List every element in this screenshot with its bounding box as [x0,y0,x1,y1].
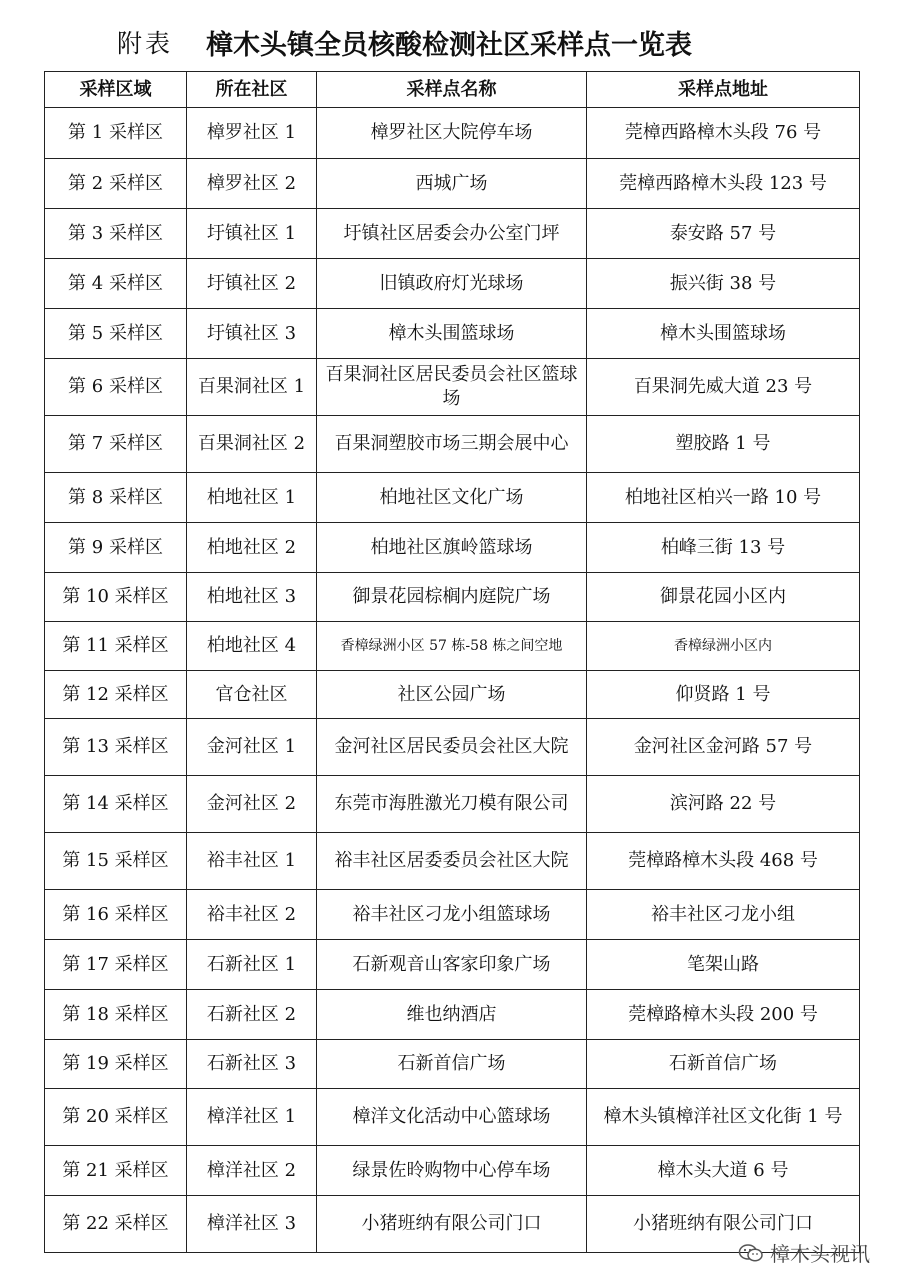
table-row [45,108,860,159]
cell-community: 金河社区 1 [187,719,317,776]
cell-community: 樟罗社区 2 [187,159,317,209]
cell-site-address: 金河社区金河路 57 号 [587,719,860,776]
header-cell: 采样点名称 [317,72,587,108]
cell-site-address: 笔架山路 [587,940,860,990]
cell-sampling-area: 第 20 采样区 [45,1089,187,1146]
cell-site-name: 御景花园棕榈内庭院广场 [317,573,587,622]
cell-site-address: 莞樟西路樟木头段 76 号 [587,108,860,159]
page-title [0,22,898,62]
cell-community: 圩镇社区 1 [187,209,317,259]
header-cell: 采样区域 [45,72,187,108]
cell-sampling-area: 第 5 采样区 [45,309,187,359]
cell-site-name: 小猪班纳有限公司门口 [317,1196,587,1253]
cell-community: 裕丰社区 2 [187,890,317,940]
table-row [45,890,860,940]
cell-site-address: 裕丰社区刁龙小组 [587,890,860,940]
watermark [738,1238,870,1267]
cell-site-name: 石新首信广场 [317,1040,587,1089]
cell-site-address: 塑胶路 1 号 [587,416,860,473]
cell-sampling-area: 第 16 采样区 [45,890,187,940]
cell-site-address: 振兴街 38 号 [587,259,860,309]
cell-sampling-area: 第 6 采样区 [45,359,187,416]
cell-site-name: 樟洋文化活动中心篮球场 [317,1089,587,1146]
table-row [45,622,860,671]
cell-sampling-area: 第 12 采样区 [45,671,187,719]
cell-sampling-area: 第 10 采样区 [45,573,187,622]
table-row [45,940,860,990]
cell-sampling-area: 第 1 采样区 [45,108,187,159]
cell-site-address: 香樟绿洲小区内 [587,622,860,671]
table-row [45,1089,860,1146]
cell-site-address: 百果洞先威大道 23 号 [587,359,860,416]
cell-community: 柏地社区 1 [187,473,317,523]
cell-sampling-area: 第 22 采样区 [45,1196,187,1253]
cell-site-name: 裕丰社区居委委员会社区大院 [317,833,587,890]
cell-community: 樟洋社区 1 [187,1089,317,1146]
cell-community: 官仓社区 [187,671,317,719]
table-row [45,259,860,309]
table-row [45,209,860,259]
cell-site-address: 樟木头镇樟洋社区文化街 1 号 [587,1089,860,1146]
cell-site-name: 百果洞塑胶市场三期会展中心 [317,416,587,473]
cell-community: 石新社区 1 [187,940,317,990]
cell-site-name: 柏地社区文化广场 [317,473,587,523]
title-main: 樟木头镇全员核酸检测社区采样点一览表 [206,29,692,61]
cell-site-address: 石新首信广场 [587,1040,860,1089]
cell-site-address: 莞樟路樟木头段 468 号 [587,833,860,890]
cell-site-name: 金河社区居民委员会社区大院 [317,719,587,776]
cell-site-name: 香樟绿洲小区 57 栋-58 栋之间空地 [317,622,587,671]
table-row [45,833,860,890]
title-prefix: 附表 [117,29,174,58]
table-row [45,416,860,473]
cell-site-name: 樟木头围篮球场 [317,309,587,359]
cell-sampling-area: 第 9 采样区 [45,523,187,573]
cell-site-name: 樟罗社区大院停车场 [317,108,587,159]
table-row [45,159,860,209]
cell-sampling-area: 第 2 采样区 [45,159,187,209]
table-row [45,309,860,359]
table-row [45,573,860,622]
cell-sampling-area: 第 14 采样区 [45,776,187,833]
table-row [45,719,860,776]
cell-community: 樟洋社区 2 [187,1146,317,1196]
cell-site-address: 御景花园小区内 [587,573,860,622]
table-header-row [45,72,860,108]
cell-sampling-area: 第 15 采样区 [45,833,187,890]
cell-site-name: 东莞市海胜激光刀模有限公司 [317,776,587,833]
cell-site-name: 维也纳酒店 [317,990,587,1040]
cell-site-name: 绿景佐昤购物中心停车场 [317,1146,587,1196]
cell-site-address: 莞樟路樟木头段 200 号 [587,990,860,1040]
cell-site-address: 柏峰三街 13 号 [587,523,860,573]
cell-site-address: 樟木头大道 6 号 [587,1146,860,1196]
cell-community: 百果洞社区 1 [187,359,317,416]
table-row [45,1040,860,1089]
table-row [45,671,860,719]
cell-community: 柏地社区 3 [187,573,317,622]
table-row [45,523,860,573]
cell-community: 百果洞社区 2 [187,416,317,473]
cell-site-address: 泰安路 57 号 [587,209,860,259]
cell-sampling-area: 第 18 采样区 [45,990,187,1040]
table-row [45,359,860,416]
header-cell: 采样点地址 [587,72,860,108]
cell-sampling-area: 第 7 采样区 [45,416,187,473]
header-cell: 所在社区 [187,72,317,108]
cell-site-name: 西城广场 [317,159,587,209]
table-row [45,776,860,833]
cell-community: 石新社区 3 [187,1040,317,1089]
cell-community: 柏地社区 2 [187,523,317,573]
watermark-text: 樟木头视讯 [770,1242,870,1266]
cell-sampling-area: 第 11 采样区 [45,622,187,671]
table-row [45,990,860,1040]
cell-sampling-area: 第 4 采样区 [45,259,187,309]
cell-site-name: 旧镇政府灯光球场 [317,259,587,309]
cell-sampling-area: 第 21 采样区 [45,1146,187,1196]
cell-sampling-area: 第 8 采样区 [45,473,187,523]
cell-site-name: 柏地社区旗岭篮球场 [317,523,587,573]
cell-site-name: 社区公园广场 [317,671,587,719]
cell-site-name: 百果洞社区居民委员会社区篮球场 [317,359,587,416]
cell-site-address: 小猪班纳有限公司门口 [587,1196,860,1253]
sampling-sites-table [44,71,860,1253]
cell-community: 裕丰社区 1 [187,833,317,890]
cell-site-name: 裕丰社区刁龙小组篮球场 [317,890,587,940]
cell-site-address: 柏地社区柏兴一路 10 号 [587,473,860,523]
cell-community: 圩镇社区 2 [187,259,317,309]
cell-sampling-area: 第 19 采样区 [45,1040,187,1089]
cell-site-name: 圩镇社区居委会办公室门坪 [317,209,587,259]
cell-community: 樟洋社区 3 [187,1196,317,1253]
cell-sampling-area: 第 17 采样区 [45,940,187,990]
cell-community: 石新社区 2 [187,990,317,1040]
cell-community: 柏地社区 4 [187,622,317,671]
wechat-icon [738,1243,764,1263]
cell-site-address: 樟木头围篮球场 [587,309,860,359]
cell-sampling-area: 第 13 采样区 [45,719,187,776]
cell-site-address: 滨河路 22 号 [587,776,860,833]
table-row [45,473,860,523]
cell-community: 金河社区 2 [187,776,317,833]
cell-community: 圩镇社区 3 [187,309,317,359]
table-row [45,1146,860,1196]
cell-site-address: 莞樟西路樟木头段 123 号 [587,159,860,209]
cell-sampling-area: 第 3 采样区 [45,209,187,259]
cell-site-address: 仰贤路 1 号 [587,671,860,719]
cell-site-name: 石新观音山客家印象广场 [317,940,587,990]
cell-community: 樟罗社区 1 [187,108,317,159]
